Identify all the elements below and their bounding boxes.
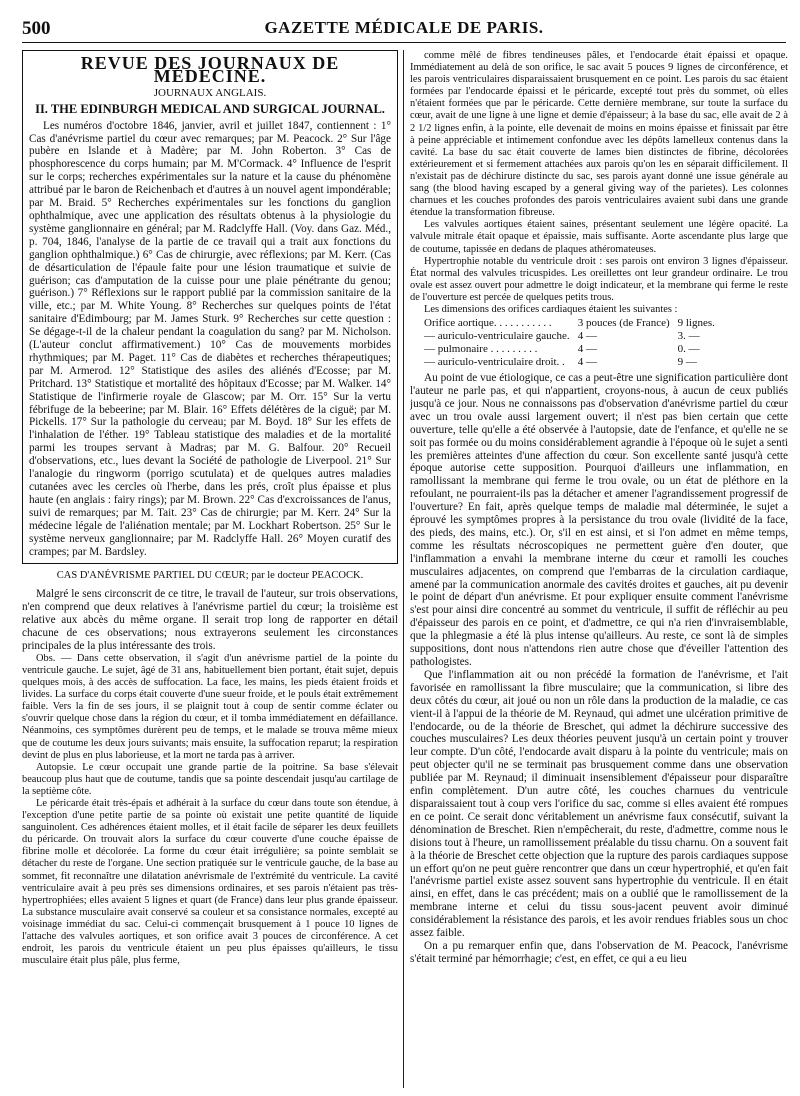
review-summary-box [22, 50, 398, 564]
sac-description-paragraph: comme mêlé de fibres tendineuses pâles, et l'endocarde était épaissi et opaque. Immédiatement au delà de son orifice, le sac avait 5 pouces 9 lignes de circonférence, et les parois ventriculaires disparaissaient brusquement en ce point. Les parois du sac étaient formées par l'endocarde épaissi et le péricarde, excepté tout près du sommet, où elles n'étaient formées que par le péricarde. Cette dernière membrane, sur toute la surface du cœur, avait de une ligne à une ligne et demie d'épaisseur; à la base du sac, elle avait de 2 à 2 1/2 lignes enfin, à la pointe, elle devenait de moins en moins épaisse et finissait par être à peine appréciable et intimement confondue avec les dépôts lamelleux contenus dans la cavité. La base du sac était couverte de lames bien distinctes de fibrine, décolorées extérieurement et si fermement attachées aux parois qu'on les en séparait difficilement. Il n'existait pas de déchirure distincte du sac, ses parois ayant donné une issue générale au sang (the blood having escaped by a general giving way of the parietes). Les colonnes charnues et les couches profondes des parois ventriculaires avaient subi dans une grande étendue la transformation fibreuse. [410, 50, 788, 219]
dimension-lignes-cell: 9 lignes. [677, 317, 715, 330]
dimension-pouces-cell: 4 — [577, 330, 597, 343]
review-subtitle: JOURNAUX ANGLAIS. [153, 86, 267, 99]
observation-continued [410, 50, 788, 369]
dimension-pouces-cell: 4 — [577, 343, 597, 356]
dimension-name-cell: — pulmonaire . . . . . . . . . [424, 343, 538, 356]
dimension-row [420, 356, 719, 369]
journal-section-title: II. THE EDINBURGH MEDICAL AND SURGICAL JOURNAL. [35, 101, 385, 116]
dimension-name-cell: Orifice aortique. . . . . . . . . . . [424, 317, 552, 330]
review-title: REVUE DES JOURNAUX DE MÉDECINE. [80, 53, 340, 86]
dimension-lignes-cell: 9 — [677, 356, 697, 369]
dimension-row [420, 343, 719, 356]
valvules-paragraph: Les valvules aortiques étaient saines, présentant seulement une légère opacité. La valvule mitrale était opaque et épaissie, mais suffisante. Aorte ascendante plus large que de coutume, tapissée en dedans de plaques athéromateuses. [410, 219, 788, 255]
journal-title: GAZETTE MÉDICALE DE PARIS. [264, 18, 544, 37]
page-number: 500 [22, 18, 51, 39]
column-divider [403, 50, 404, 1088]
dimensions-intro: Les dimensions des orifices cardiaques étaient les suivantes : [424, 303, 678, 315]
intro-paragraph: Malgré le sens circonscrit de ce titre, le travail de l'auteur, sur trois observations, n'en comprend que deux relatives à l'anévrisme partiel du cœur; la troisième est relative aux abcès du même organe. Il serait trop long de rapporter en détail chacune de ces observations; nous extrayerons seulement les circonstances principales de la plus intéressante des trois. [22, 588, 398, 652]
article-title: CAS D'ANÉVRISME PARTIEL DU CŒUR; par le docteur PEACOCK. [56, 570, 364, 582]
right-column [410, 50, 788, 1090]
autopsie-paragraph: Autopsie. Le cœur occupait une grande partie de la poitrine. Sa base s'élevait beaucoup plus haut que de coutume, tandis que sa pointe descendait jusqu'au cartilage de la septième côte. [22, 761, 398, 797]
dimension-name-cell: — auriculo-ventriculaire gauche. [424, 330, 570, 343]
page-header [22, 16, 786, 43]
orifice-dimensions-table [420, 317, 719, 369]
observation-paragraph: Obs. — Dans cette observation, il s'agit d'un anévrisme partiel de la pointe du ventricule gauche. Le sujet, âgé de 31 ans, habituellement bien portant, était sujet, depuis quelques mois, à des accès de suffocation. La face, les mains, les pieds étaient froids et livides. La surface du corps était couverte d'une sueur froide, et le pouls était extrêmement faible. Vers la fin de ses jours, il se plaignit tout à coup de sentir comme éclater ou s'ouvrir quelque chose dans la région du cœur, et il tomba immédiatement en défaillance. Néanmoins, ces symptômes durèrent peu de temps, et le malade se trouva même mieux que de coutume les deux jours suivants; mais ensuite, la suffocation reparut; la respiration devint de plus en plus laborieuse, et la mort ne tarda pas à arriver. [22, 652, 398, 761]
dimension-lignes-cell: 3. — [677, 330, 700, 343]
dimension-name-cell: — auriculo-ventriculaire droit. . [424, 356, 565, 369]
dimension-pouces-cell: 4 — [577, 356, 597, 369]
dimension-lignes-cell: 0. — [677, 343, 700, 356]
dimension-row [420, 317, 719, 330]
hypertrophie-paragraph: Hypertrophie notable du ventricule droit : ses parois ont environ 3 lignes d'épaisseur. État normal des valvules tricuspides. Les oreillettes ont leur grandeur ordinaire. Le trou ovale est assez ouvert pour admettre le doigt indicateur, et la membrane qui ferme le reste de l'ouverture est percée de quelques petits trous. [410, 255, 788, 303]
contents-list-paragraph: Les numéros d'octobre 1846, janvier, avril et juillet 1847, contiennent : 1° Cas d'anévrisme partiel du cœur avec remarques; par M. Peacock. 2° Sur l'âge pubère en Islande et à Madère; par M. John Roberton. 3° Cas de phosphorescence du corps humain; par M. M'Cormack. 4° Influence de l'esprit sur le corps; recherches expérimentales sur la nature et la cause du phénomène attribué par le baron de Reichenbach et d'autres à un nouvel agent impondérable; par M. Braid. 5° Recherches expérimentales sur les fonctions du ganglion ophthalmique, avec une application des résultats obtenus à la physiologie du système ganglionnaire en général; par M. Radclyffe Hall. (Voy. dans Gaz. Méd., p. 704, 1846, l'analyse de la partie de ce travail qui a trait aux fonctions du ganglion ophthalmique.) 6° Cas de chirurgie, avec réflexions; par M. Kerr. (Cas de désarticulation de l'épaule faite pour une lésion traumatique et suivie de guérison; cas d'amputation de la cuisse pour une plaie pénétrante du genou; guérison.) 7° Réflexions sur le rapport publié par la commission sanitaire de la ville, etc.; par M. White Young. 8° Recherches sur quelques points de l'état sanitaire d'Edimbourg; par M. James Sturk. 9° Recherches sur cette question : Se dégage-t-il de la chaleur pendant la coagulation du sang? par M. Nicholson. (L'auteur conclut affirmativement.) 10° Cas de mouvements morbides rhythmiques; par M. Paget. 11° Cas de diabètes et recherches thérapeutiques; par M. Armerod. 12° Statistique des asiles des aliénés d'Ecosse; par M. Pritchard. 13° Statistique et mortalité des hôpitaux d'Ecosse; par M. Walker. 14° Statistique de l'infirmerie royale de Glascow; par M. Orr. 15° Sur la vertu fébrifuge de la bebeerine; par M. Blair. 16° Effets délétères de la ciguë; par M. Pickells. 17° Sur la pathologie du cerveau; par M. Boyd. 18° Sur les effets de l'inhalation de l'éther. 19° Tableau statistique des maladies et de la mortalité parmi les troupes servant à Madras; par M. G. Balfour. 20° Recueil d'observations, etc., lues devant la Société de pathologie de Liverpool. 21° Sur l'analogie du ringworm (porrigo scutulata) et de quelques autres maladies cutanées avec les cercles où l'herbe, dans les prés, croît plus épaisse et plus haute (en anglais : fairy rings); par M. Brown. 22° Cas d'excroissances de l'anus, suivi de remarques; par M. Tait. 23° Cas de chirurgie; par M. Kerr. 24° Sur la médecine légale de l'aliénation mentale; par M. Lockhart Robertson. 25° Sur le système nerveux ganglionnaire; par M. Radclyffe Hall. 26° Moyen curatif des crampes; par M. Bardsley. [29, 119, 391, 558]
pericarde-paragraph: Le péricarde était très-épais et adhérait à la surface du cœur dans toute son étendue, à l'exception d'une petite partie de sa pointe où existait une petite quantité de liquide sanguinolent. Ces adhérences étaient molles, et il était facile de séparer les deux feuillets du péricarde. On trouvait alors la surface du cœur couverte d'une couche épaisse de fibrine molle et décolorée. La forme du cœur était irrégulière; sa pointe semblait se détacher du reste de l'organe. Une section pratiquée sur le ventricule gauche, de la base au sommet, fit reconnaître une dilatation anévrismale de l'extrémité du ventricule. La cavité ventriculaire avait à peu près ses dimensions ordinaires, et ses parois n'étaient pas très-hypertrophiées; elles avaient 5 lignes et quart (de France) dans leur plus grande épaisseur. La substance musculaire avait conservé sa couleur et sa consistance normales, excepté au voisinage immédiat du sac. Celui-ci commençait brusquement à 1 pouce 10 lignes de l'attache des valvules aortiques, et son orifice avait 3 pouces de circonférence. A cet endroit, les parois du ventricule étaient un peu plus épaisses qu'ailleurs, le tissu musculaire était plus pâle, plus ferme, [22, 798, 398, 967]
dimension-row [420, 330, 719, 343]
hemorrhage-paragraph: On a pu remarquer enfin que, dans l'observation de M. Peacock, l'anévrisme s'était terminé par hémorrhagie; c'est, en effet, ce qui a eu lieu [410, 939, 788, 965]
left-column [22, 50, 398, 1090]
etiology-paragraph: Au point de vue étiologique, ce cas a peut-être une signification particulière dont l'auteur ne parle pas, et qui n'appartient, croyons-nous, à aucun de ceux publiés jusqu'à ce jour. Nous ne connaissons pas d'observation d'anévrisme partiel du cœur avec un trou ovale aussi largement ouvert; il n'est pas bien certain que cette ouverture, telle qu'elle a été observée à l'autopsie, date de l'enfance, et qu'elle ne se soit pas formée ou du moins considérablement agrandie à l'époque où le sujet a senti les premières atteintes d'une affection du cœur. Son excellente santé jusqu'à cette époque autorise cette supposition. Pourquoi d'ailleurs une inflammation, en ramollissant la membrane qui ferme le trou ovale, ou un état de pléthore en la refoulant, ne pourraient-ils pas la détacher et amener l'agrandissement progressif de l'ouverture? En fait, après quelque temps de maladie mal déterminée, le sujet a éprouvé les symptômes propres à la persistance du trou ovale (lividité de la face, des pieds, des mains, etc.). Or, s'il en est ainsi, et si l'on admet en même temps, comme les résultats nécroscopiques ne permettent guère d'en douter, que l'inflammation a envahi la membrane interne du cœur et ramolli les couches musculaires adjacentes, on comprend que l'embarras de la circulation cardiaque, amené par la communication anormale des cavités droites et gauches, ait pu devenir le point de départ d'un anévrisme. Et pour expliquer ensuite comment l'anévrisme s'est pour ainsi dire concentré au sommet du ventricule, il suffit de réfléchir au peu d'épaisseur des parois en ce point, et d'admettre, ce qui n'a rien d'invraisemblable, que la phlegmasie a été là plus intense qu'ailleurs. Au reste, ce sont là de simples suppositions, dont nous n'attendons rien autre chose que d'éveiller l'attention des pathologistes. [410, 372, 788, 668]
dimension-pouces-cell: 3 pouces (de France) [577, 317, 670, 330]
observation-section [22, 653, 398, 967]
theory-paragraph: Que l'inflammation ait ou non précédé la formation de l'anévrisme, et l'ait favorisée en ramollissant la fibre musculaire; que la communication, si libre des deux côtés du cœur, ait joué ou non un rôle dans la production de la maladie, ce cas vient-il à l'appui de la théorie de M. Reynaud, qui admet une ulcération primitive de l'endocarde, ou de la théorie de Breschet, qui admet la déchirure successive des couches musculaires? Les deux théories peuvent jusqu'à un certain point y trouver leur compte. D'un côté, l'endocarde avait disparu à la pointe du ventricule; mais on peut objecter qu'il ne se terminait pas brusquement comme dans une observation publiée par M. Reynaud; il diminuait insensiblement d'épaisseur pour disparaître enfin complètement. D'un autre côté, les couches charnues du ventricule disparaissaient tout à coup vers l'orifice du sac, comme si elles avaient été rompues en ce point. Ce serait donc véritablement un anévrisme faux consécutif, suivant la dénomination de Breschet. Rien n'empêcherait, du reste, d'admettre, comme nous le disions tout à l'heure, un ramollissement préalable du tissu charnu. On a souvent fait à la théorie de Breschet cette objection que la rupture des parois cardiaques suppose un effort qu'on ne peut guère rencontrer que dans un cœur hypertrophié, et qu'en fait l'anévrisme partiel existe assez souvent sans hypertrophie du ventricule. Il en était ainsi, en effet, dans le cas précédent; mais on a oublié que le ramollissement de la membrane interne et celui du tissu sous-jacent peuvent avoir diminué considérablement la résistance des parois, et les avoir rendues friables sous un choc assez faible. [410, 668, 788, 940]
